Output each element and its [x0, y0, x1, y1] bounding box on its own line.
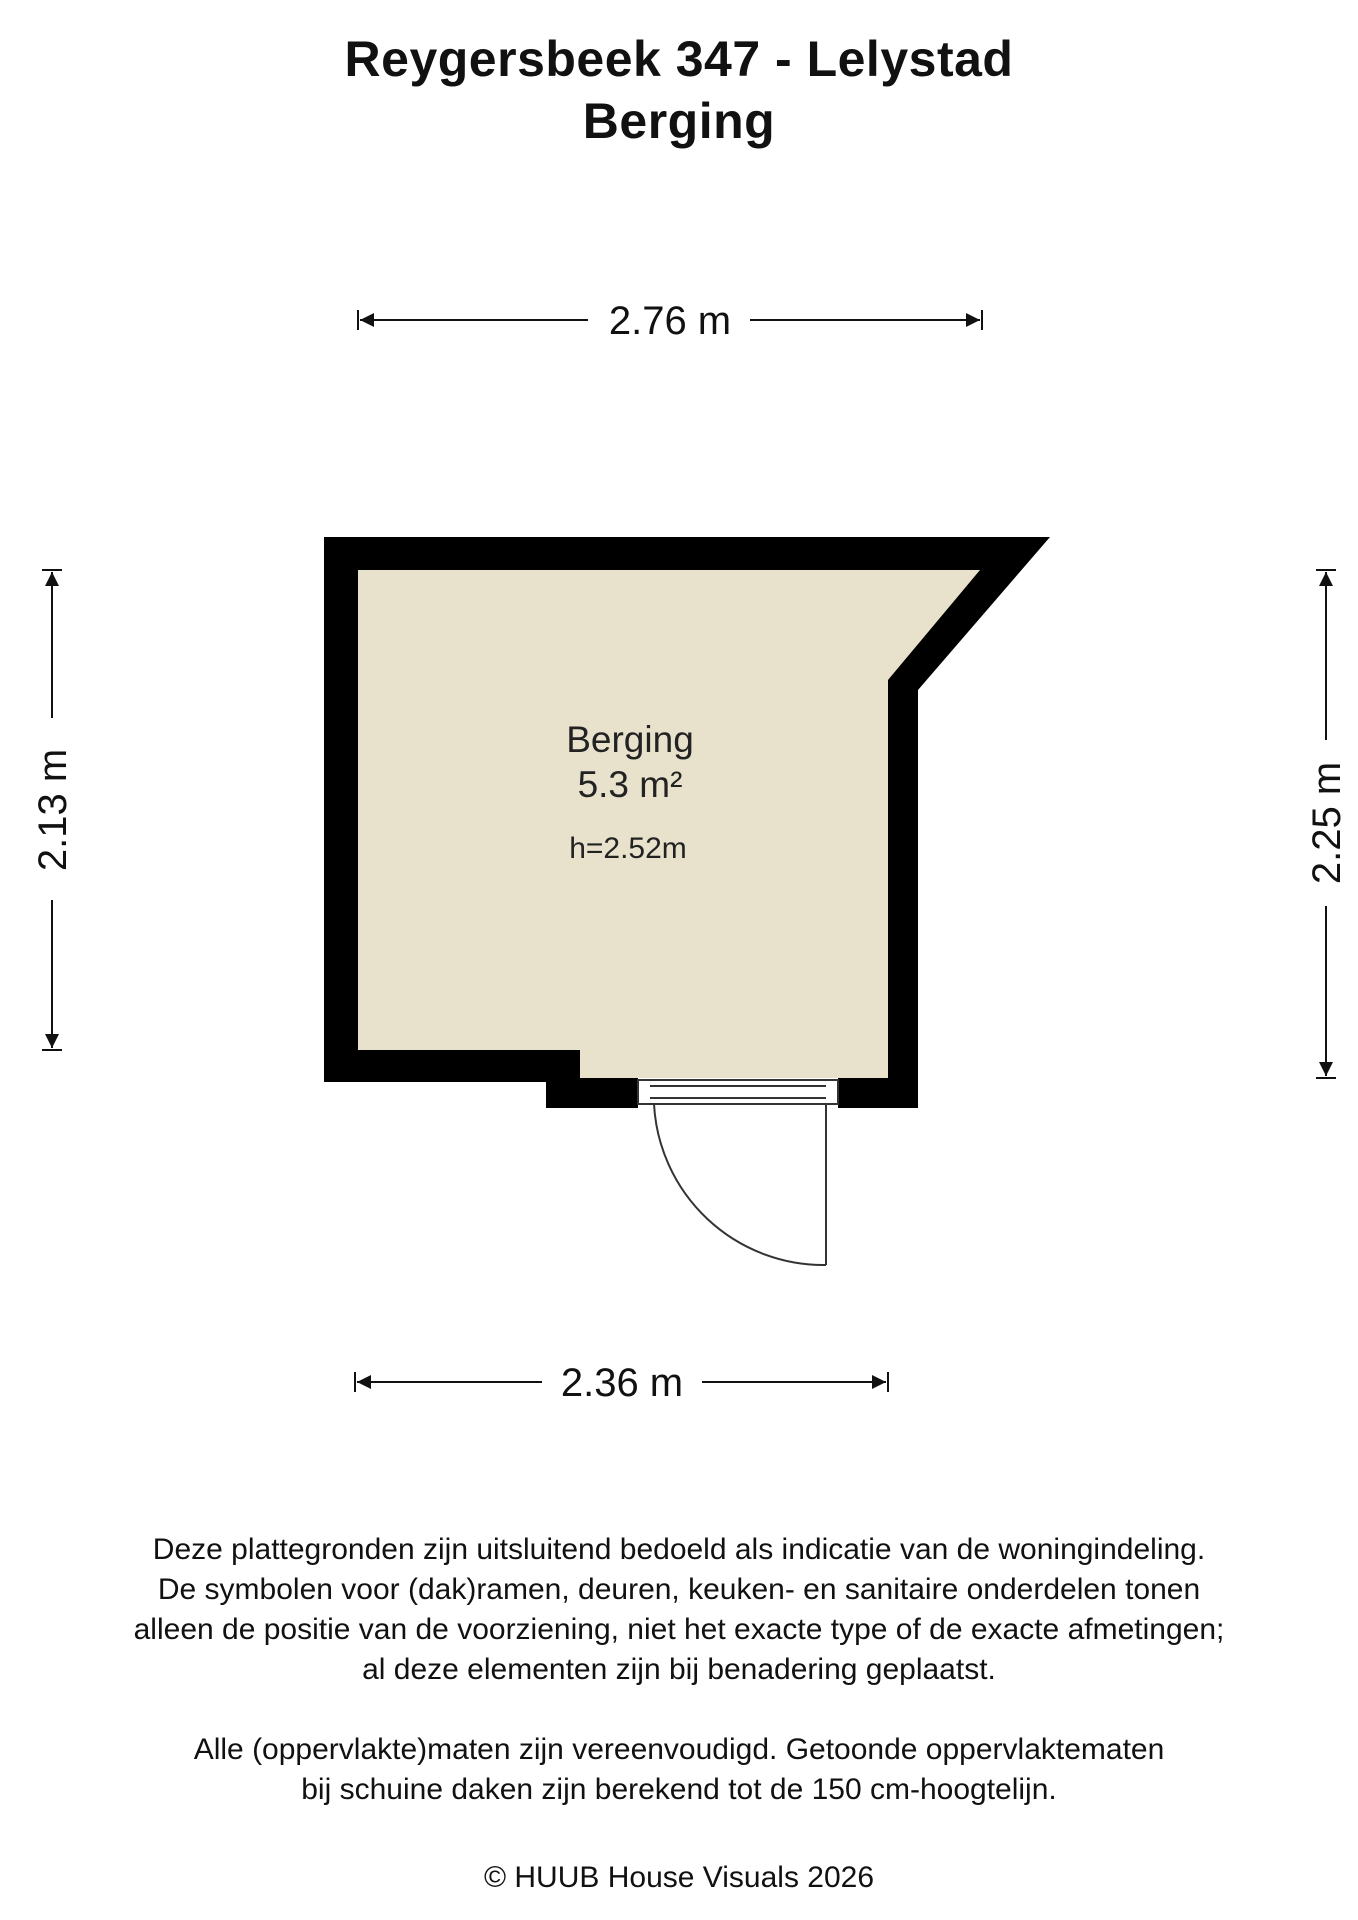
room-name: Berging	[566, 719, 694, 760]
dimension-top	[358, 299, 982, 343]
disclaimer-line: Alle (oppervlakte)maten zijn vereenvoudigd. Getoonde oppervlaktematen	[193, 1733, 1165, 1766]
room-floor	[358, 570, 980, 1078]
disclaimer	[0, 1530, 1358, 1810]
dimension-top-label: 2.76 m	[608, 299, 732, 343]
door-swing-arc	[654, 1104, 826, 1265]
dimension-right-label: 2.25 m	[1305, 761, 1349, 885]
page-title: Reygersbeek 347 - Lelystad	[344, 31, 1014, 87]
disclaimer-line: bij schuine daken zijn berekend tot de 150 cm-hoogtelijn.	[301, 1773, 1057, 1806]
dimension-left	[31, 570, 75, 1050]
page-subtitle: Berging	[582, 93, 776, 149]
dimension-left-label: 2.13 m	[31, 748, 75, 872]
room-area: 5.3 m²	[577, 764, 683, 805]
room-height: h=2.52m	[569, 832, 687, 865]
disclaimer-line: al deze elementen zijn bij benadering geplaatst.	[362, 1653, 996, 1686]
disclaimer-line: De symbolen voor (dak)ramen, deuren, keuken- en sanitaire onderdelen tonen	[157, 1573, 1201, 1606]
dimension-bottom	[355, 1361, 888, 1405]
dimension-right	[1305, 570, 1349, 1078]
disclaimer-line: alleen de positie van de voorziening, niet het exacte type of de exacte afmetingen;	[133, 1613, 1225, 1646]
disclaimer-line: Deze plattegronden zijn uitsluitend bedoeld als indicatie van de woningindeling.	[152, 1533, 1206, 1566]
copyright: © HUUB House Visuals 2026	[483, 1861, 875, 1894]
dimension-bottom-label: 2.36 m	[560, 1361, 684, 1405]
